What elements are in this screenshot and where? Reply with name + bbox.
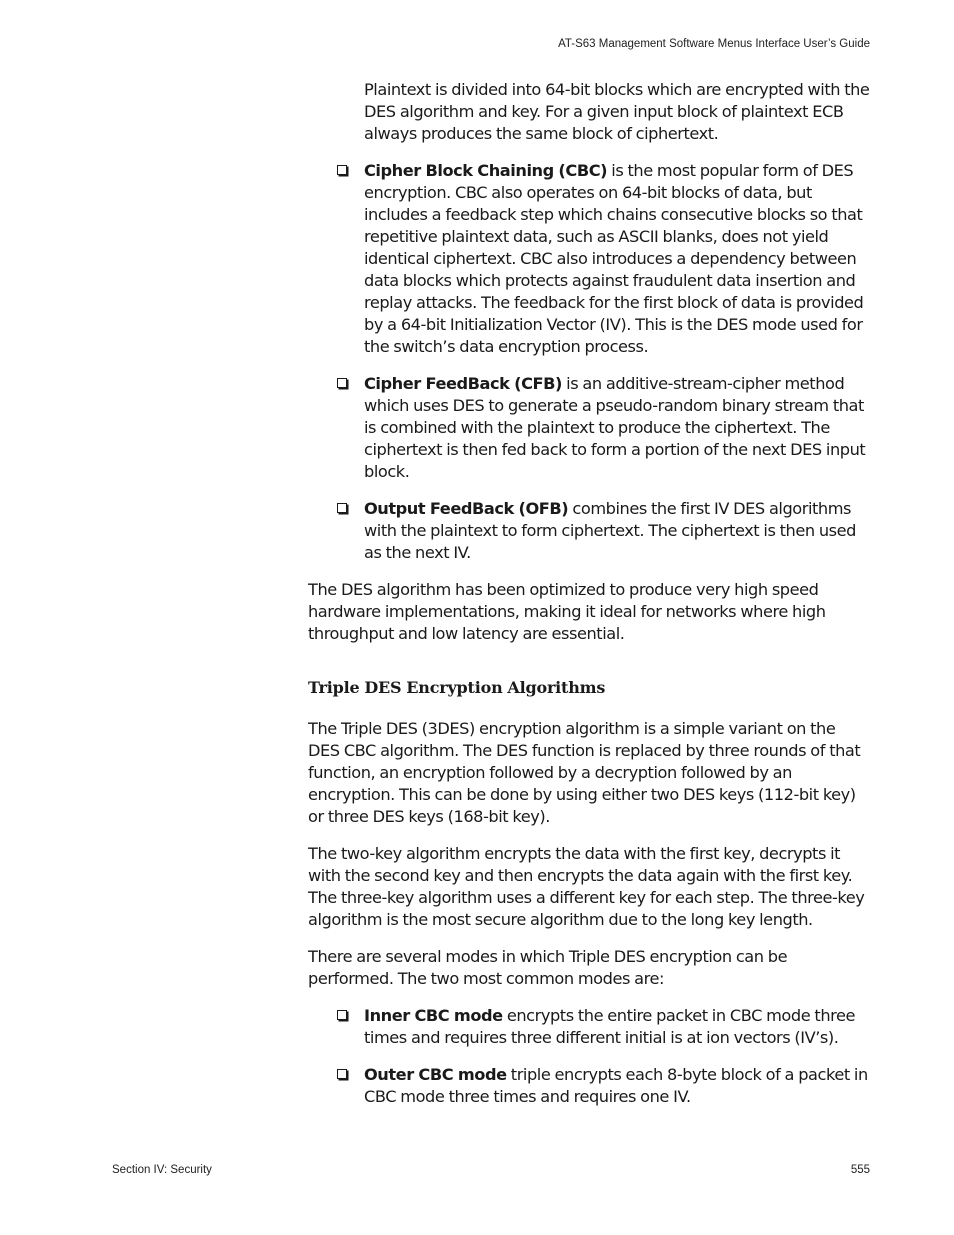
checkbox-bullet-icon [337, 503, 347, 513]
term-outer-cbc: Outer CBC mode [364, 1065, 507, 1084]
list-item-cbc [308, 160, 870, 358]
term-ofb: Output FeedBack (OFB) [364, 499, 569, 518]
list-item-ofb [308, 498, 870, 564]
list-item-inner-cbc [308, 1005, 870, 1049]
footer-section-label: Section IV: Security [112, 1164, 212, 1176]
running-header: AT-S63 Management Software Menus Interface User’s Guide [558, 38, 870, 50]
document-body [308, 79, 870, 1123]
checkbox-bullet-icon [337, 165, 347, 175]
footer-page-number: 555 [850, 1164, 870, 1176]
checkbox-bullet-icon [337, 378, 347, 388]
list-item-outer-cbc [308, 1064, 870, 1108]
term-cfb: Cipher FeedBack (CFB) [364, 374, 562, 393]
section-heading-triple-des: Triple DES Encryption Algorithms [308, 678, 606, 697]
triple-des-paragraph-1: The Triple DES (3DES) encryption algorithm is a simple variant on the DES CBC algorithm. The DES function is replaced by three rounds of that function, an encryption followed by a decryption followed by an encryption. This can be done by using either two DES keys (112-bit key) or three DES keys (168-bit key). [308, 719, 861, 826]
triple-des-paragraph-3: There are several modes in which Triple DES encryption can be performed. The two most common modes are: [308, 947, 788, 988]
desc-ofb: combines the first IV DES algorithms with the plaintext to form ciphertext. The ciphertext is then used as the next IV. [364, 499, 856, 562]
checkbox-bullet-icon [337, 1069, 347, 1079]
checkbox-bullet-icon [337, 1010, 347, 1020]
desc-cbc: is the most popular form of DES encryption. CBC also operates on 64-bit blocks of data, but includes a feedback step which chains consecutive blocks so that repetitive plaintext data, such as ASCII blanks, does not yield identical ciphertext. CBC also introduces a dependency between data blocks which protects against fraudulent data insertion and replay attacks. The feedback for the first block of data is provided by a 64-bit Initialization Vector (IV). This is the DES mode used for the switch’s data encryption process. [364, 161, 864, 356]
triple-des-paragraph-2: The two-key algorithm encrypts the data with the first key, decrypts it with the second key and then encrypts the data again with the first key. The three-key algorithm uses a different key for each step. The three-key algorithm is the most secure algorithm due to the long key length. [308, 844, 865, 929]
ecb-continuation-paragraph: Plaintext is divided into 64-bit blocks which are encrypted with the DES algorithm and key. For a given input block of plaintext ECB always produces the same block of ciphertext. [364, 80, 870, 143]
des-summary-paragraph: The DES algorithm has been optimized to produce very high speed hardware implementations, making it ideal for networks where high throughput and low latency are essential. [308, 580, 826, 643]
term-inner-cbc: Inner CBC mode [364, 1006, 503, 1025]
desc-cfb: is an additive-stream-cipher method which uses DES to generate a pseudo-random binary stream that is combined with the plaintext to produce the ciphertext. The ciphertext is then fed back to form a portion of the next DES input block. [364, 374, 866, 481]
desc-outer-cbc: triple encrypts each 8-byte block of a packet in CBC mode three times and requires one IV. [364, 1065, 868, 1106]
list-item-cfb [308, 373, 870, 483]
desc-inner-cbc: encrypts the entire packet in CBC mode three times and requires three different initial is at ion vectors (IV’s). [364, 1006, 855, 1047]
term-cbc: Cipher Block Chaining (CBC) [364, 161, 608, 180]
